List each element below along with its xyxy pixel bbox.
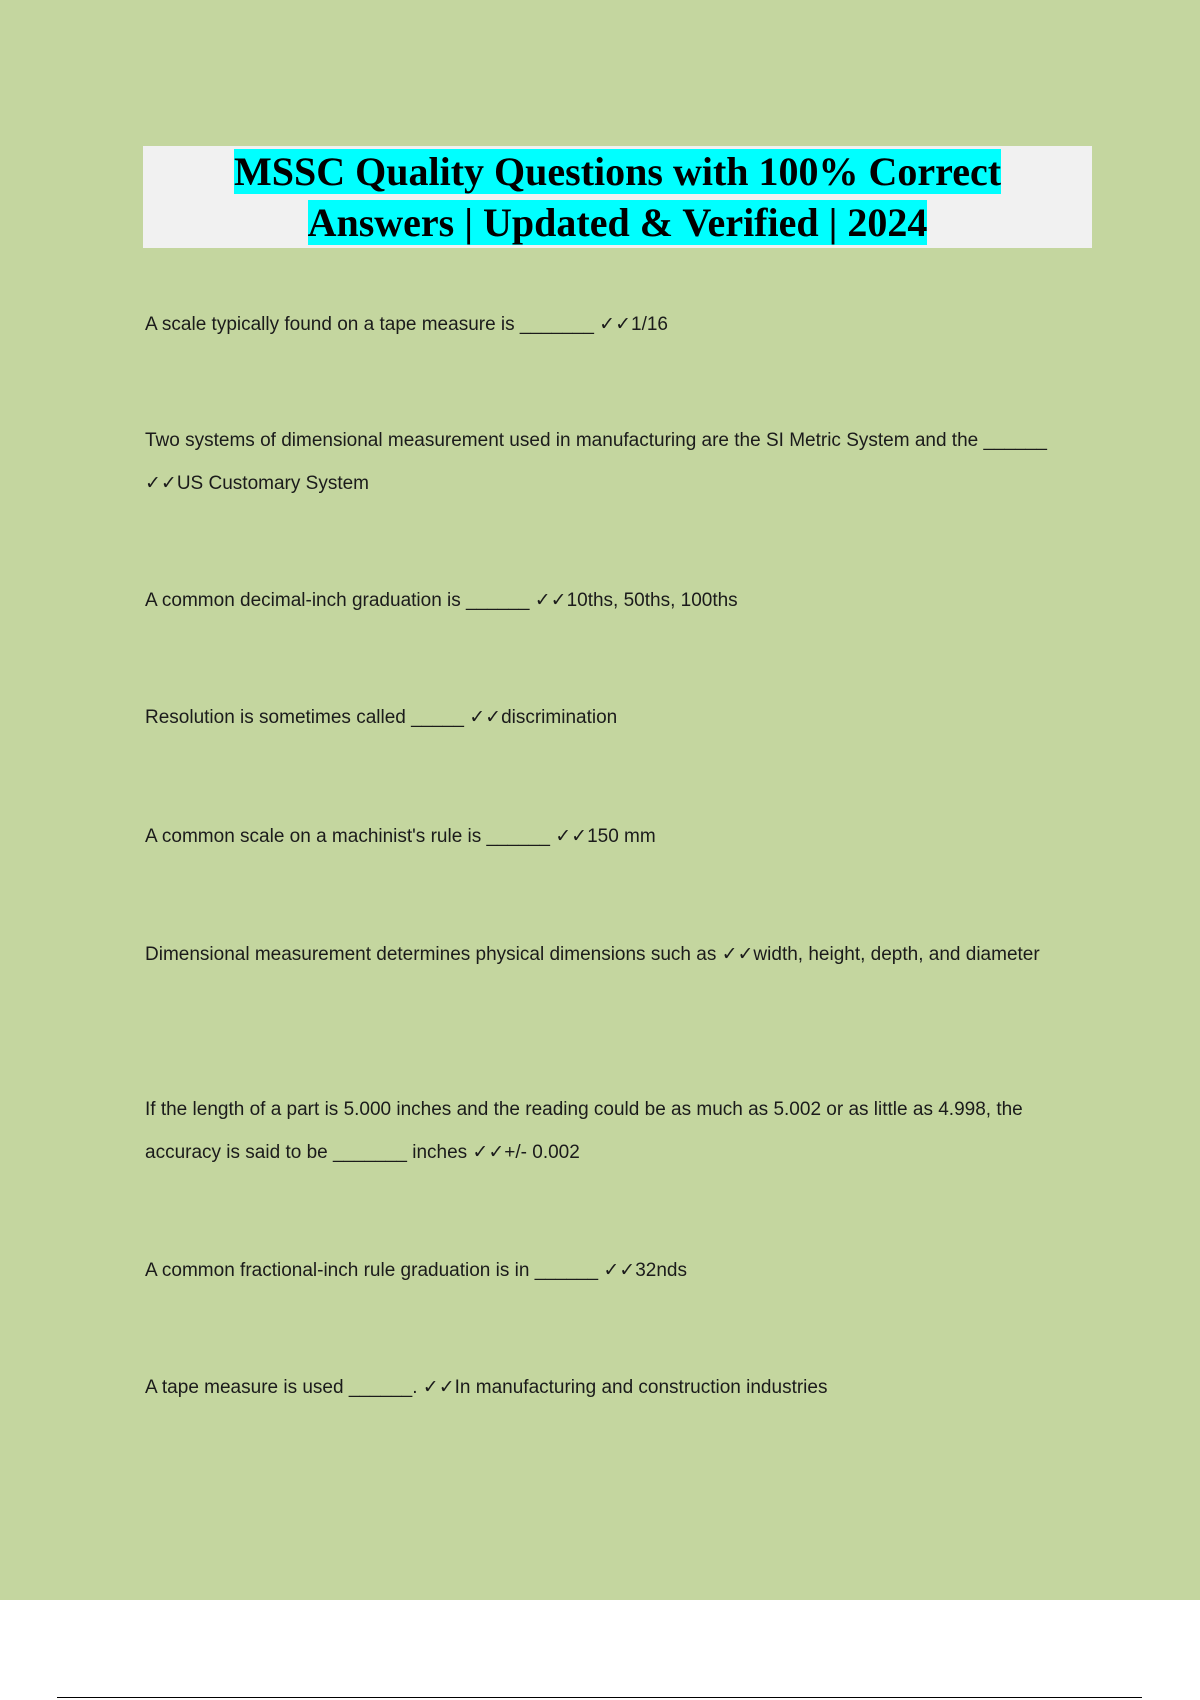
footer-rule [57, 1697, 1142, 1698]
question-item-9: A tape measure is used ______. ✓✓In manufacturing and construction industries [145, 1377, 828, 1398]
title-highlight-2: Answers | Updated & Verified | 2024 [307, 200, 928, 245]
question-item-3: A common decimal-inch graduation is ______ ✓✓10ths, 50ths, 100ths [145, 590, 738, 611]
question-item-7: If the length of a part is 5.000 inches and the reading could be as much as 5.002 or as little as 4.998, the accuracy is said to be _______ inches ✓✓+/- 0.002 [145, 1099, 1023, 1163]
question-item-1: A scale typically found on a tape measure is _______ ✓✓1/16 [145, 314, 669, 335]
question-item-5: A common scale on a machinist's rule is ______ ✓✓150 mm [145, 826, 656, 847]
question-item-6: Dimensional measurement determines physical dimensions such as ✓✓width, height, depth, and diameter [145, 944, 1040, 965]
title-line-2 [143, 197, 1092, 248]
document-title [143, 146, 1092, 248]
question-item-8: A common fractional-inch rule graduation is in ______ ✓✓32nds [145, 1260, 687, 1281]
question-item-2: Two systems of dimensional measurement used in manufacturing are the SI Metric System and the ______ ✓✓US Customary System [145, 430, 1047, 494]
title-highlight-1: MSSC Quality Questions with 100% Correct [233, 149, 1002, 194]
title-line-1 [143, 146, 1092, 197]
question-item-4: Resolution is sometimes called _____ ✓✓discrimination [145, 707, 618, 728]
